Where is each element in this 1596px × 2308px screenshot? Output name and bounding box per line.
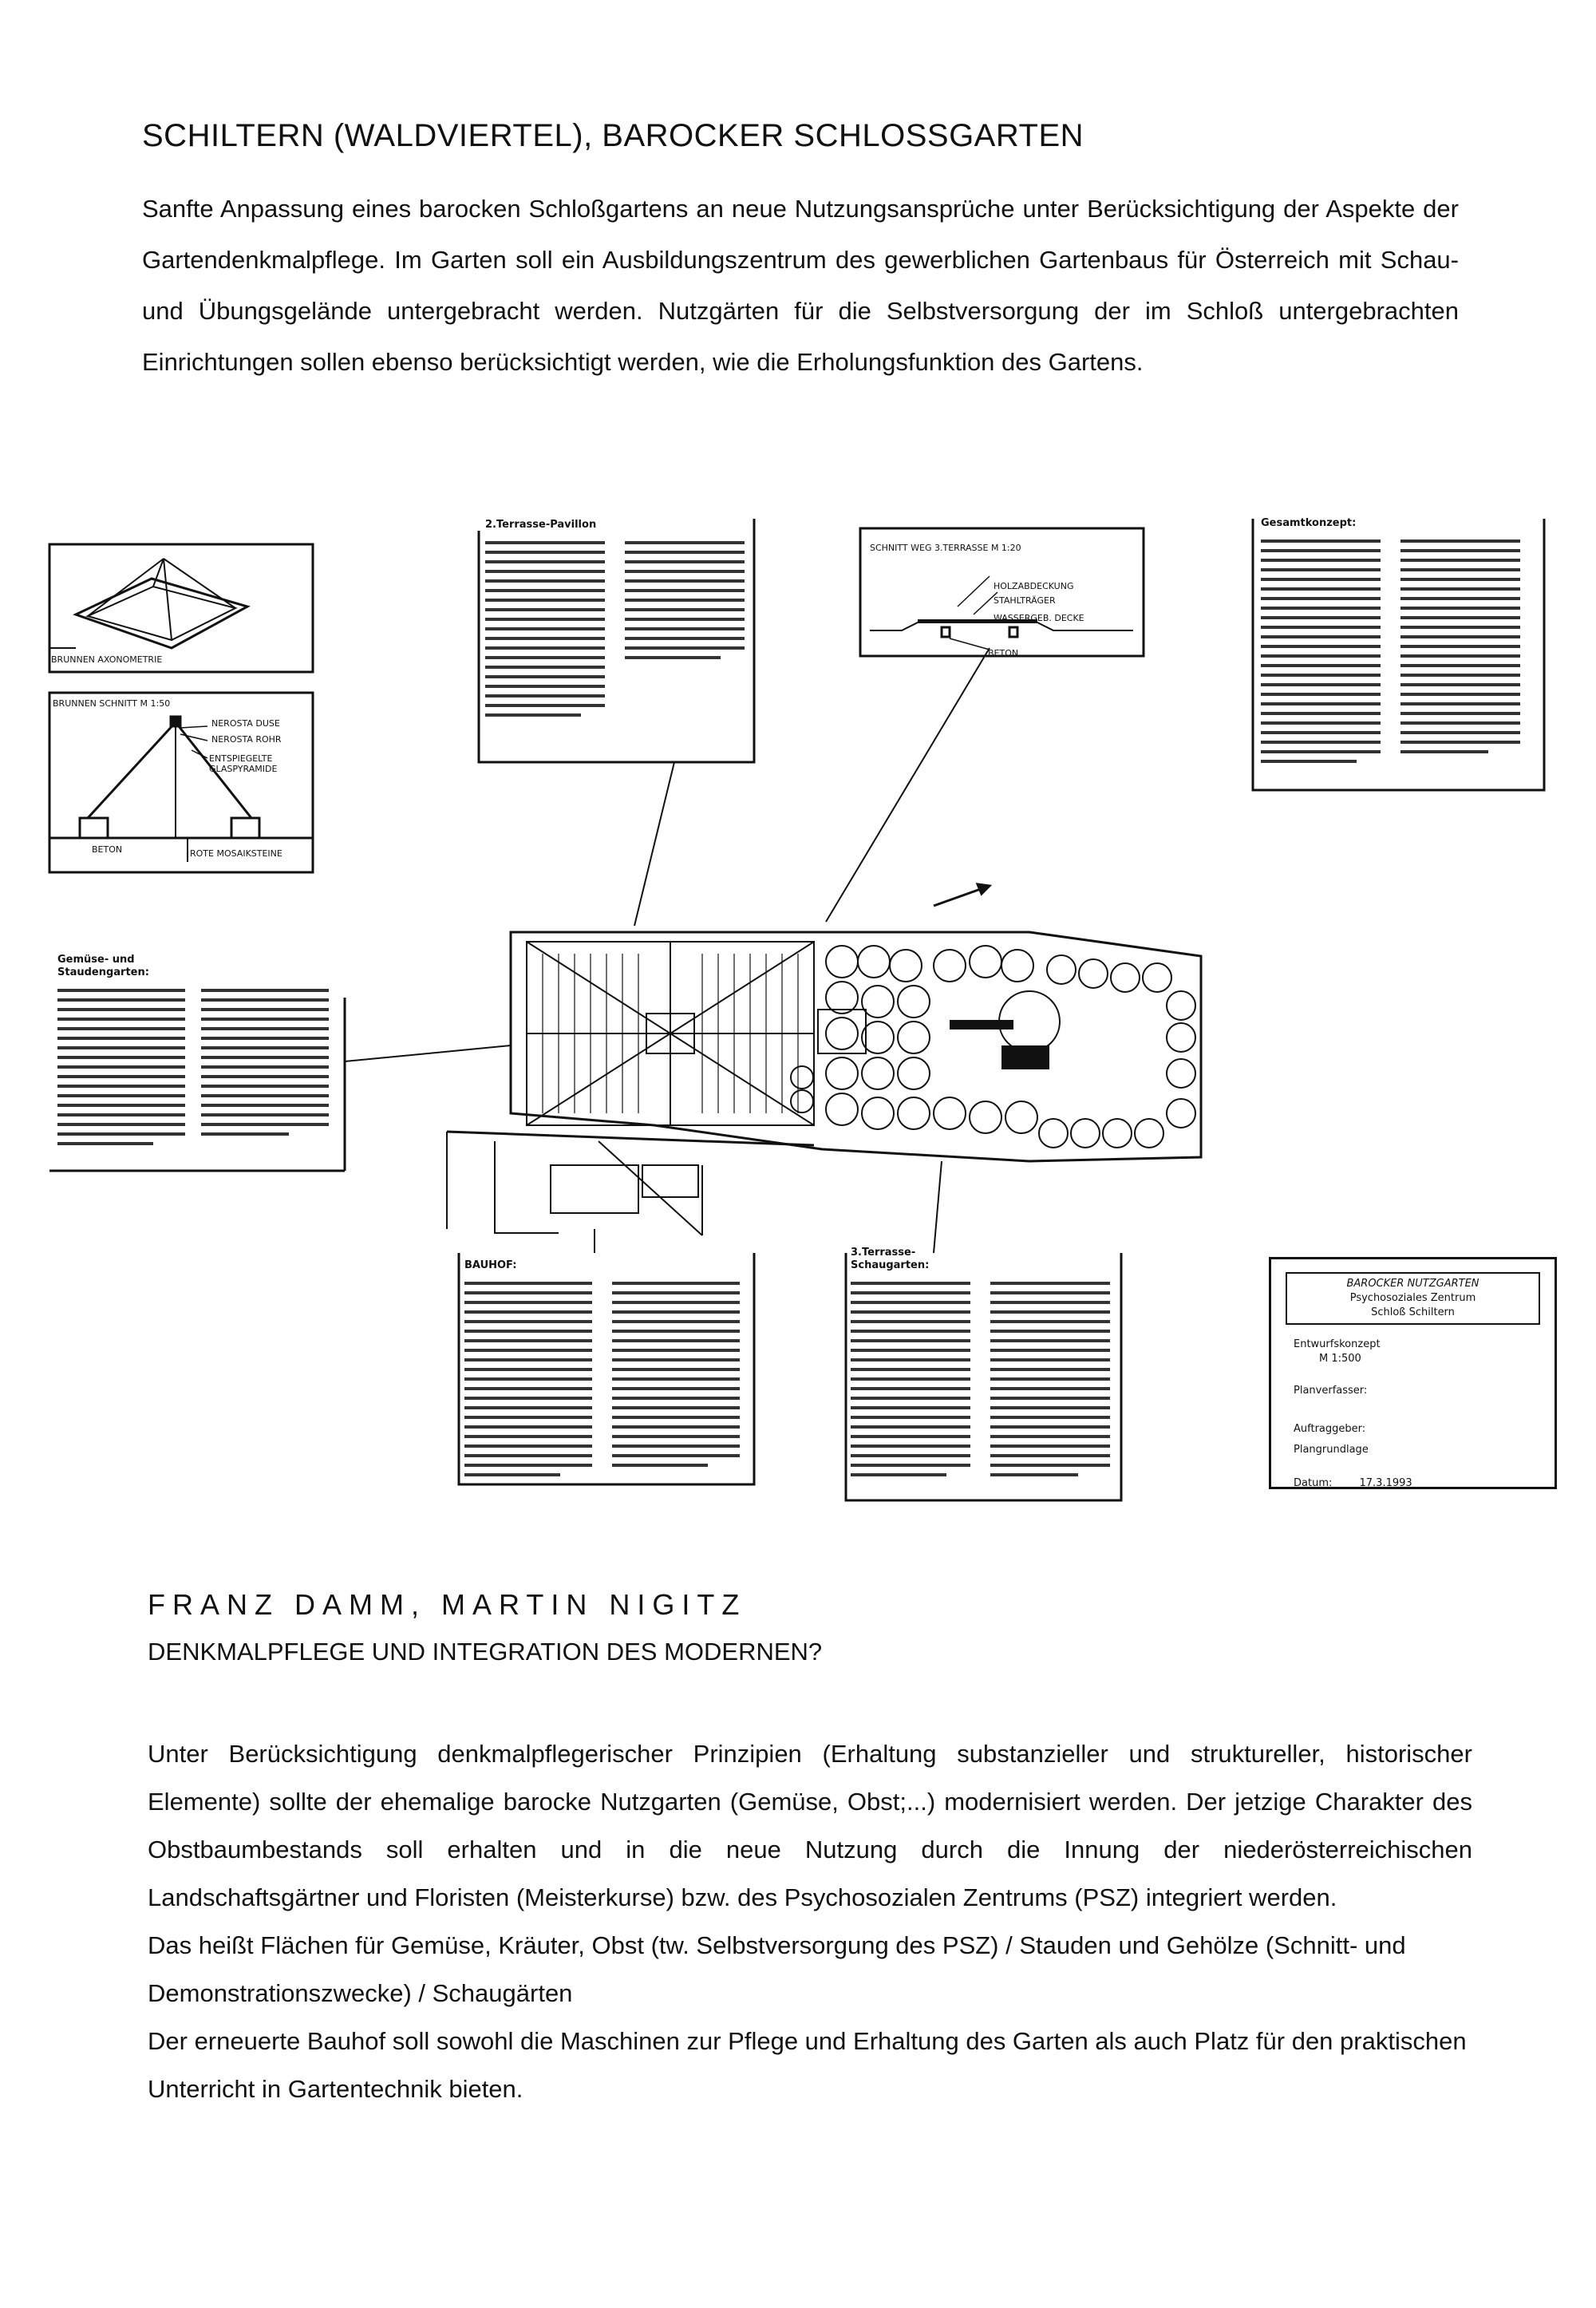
section-subtitle: DENKMALPFLEGE UND INTEGRATION DES MODERNEN? [148, 1638, 823, 1666]
concrete-label: BETON [92, 844, 123, 855]
body-text [148, 1730, 1472, 2113]
intro-paragraph: Sanfte Anpassung eines barocken Schloßgartens an neue Nutzungsansprüche unter Berücksichtigung der Aspekte der Gartendenkmalpflege. Im Garten soll ein Ausbildungszentrum des gewerblichen Gartenbaus für Österreich mit Schau- und Übungsgelände untergebracht werden. Nutzgärten für die Selbstversorgung der im Schloß untergebrachten Einrichtungen sollen ebenso berücksichtigt werden, wie die Erholungsfunktion des Gartens. [142, 195, 1459, 376]
overall-concept-heading: Gesamtkonzept: [1261, 517, 1357, 529]
date-value: 17.3.1993 [1359, 1477, 1412, 1489]
date-label: Datum: [1294, 1477, 1333, 1489]
terrace-pavilion-heading: 2.Terrasse-Pavillon [485, 519, 597, 531]
overall-concept-box [1261, 517, 1540, 795]
body-paragraph-3: Der erneuerte Bauhof soll sowohl die Maschinen zur Pflege und Erhaltung des Garten als auch Platz für den praktischen Unterricht in Gartentechnik bieten. [148, 2027, 1467, 2103]
wood-cover-label: HOLZABDECKUNG [994, 581, 1074, 591]
show-garden-box [851, 1247, 1118, 1497]
page-title: SCHILTERN (WALDVIERTEL), BAROCKER SCHLOSSGARTEN [142, 118, 1084, 153]
title-block [1269, 1257, 1557, 1489]
vegetable-garden-heading: Gemüse- und Staudengarten: [57, 954, 149, 978]
parterre-grid [527, 942, 814, 1125]
section-label: BRUNNEN SCHNITT M 1:50 [53, 698, 171, 709]
steel-beam-label: STAHLTRÄGER [994, 595, 1056, 606]
axo-label: BRUNNEN AXONOMETRIE [51, 654, 163, 665]
planner-label: Planverfasser: [1294, 1385, 1368, 1397]
service-yard-box [464, 1259, 752, 1493]
body-paragraph-1: Unter Berücksichtigung denkmalpflegerischer Prinzipien (Erhaltung substanzieller und struktureller, historischer Elemente) sollte der ehemalige barocke Nutzgarten (Gemüse, Obst;...) modernisiert werden. Der jetzige Charakter des Obstbaumbestands soll erhalten und in die neue Nutzung durch die Innung der niederösterreichischen Landschaftsgärtner und Floristen (Meisterkurse) bzw. des Psychosozialen Zentrums (PSZ) integriert werden. [148, 1740, 1472, 1911]
show-garden-heading: 3.Terrasse-Schaugarten: [851, 1247, 930, 1271]
base-plan-label: Plangrundlage [1294, 1444, 1369, 1456]
title-block-header [1286, 1272, 1540, 1325]
location-name: Schloß Schiltern [1371, 1306, 1455, 1318]
vegetable-garden-box [57, 954, 341, 1164]
body-paragraph-2: Das heißt Flächen für Gemüse, Kräuter, Obst (tw. Selbstversorgung des PSZ) / Stauden und Gehölze (Schnitt- und Demonstrationszwecke) / Schaugärten [148, 1931, 1406, 2007]
client-label: Auftraggeber: [1294, 1423, 1366, 1435]
overall-concept-text-lines [1261, 536, 1540, 792]
show-garden-text-lines [851, 1278, 1118, 1494]
service-yard-text-lines [464, 1278, 752, 1490]
pipe-label: NEROSTA ROHR [211, 734, 282, 745]
nozzle-label: NEROSTA DUSE [211, 718, 280, 729]
water-bound-label: WASSERGEB. DECKE [994, 613, 1084, 623]
service-yard-heading: BAUHOF: [464, 1259, 517, 1271]
design-concept-label: Entwurfskonzept [1294, 1338, 1381, 1350]
vegetable-garden-text-lines [57, 986, 341, 1161]
mosaic-label: ROTE MOSAIKSTEINE [190, 848, 282, 859]
concrete-label-2: BETON [988, 648, 1019, 658]
scale-label: M 1:500 [1319, 1353, 1361, 1365]
terrace-pavilion-box [485, 519, 749, 741]
orchard-trees [791, 946, 1195, 1148]
authors: FRANZ DAMM, MARTIN NIGITZ [148, 1588, 747, 1621]
project-name: BAROCKER NUTZGARTEN [1346, 1278, 1479, 1290]
client-name: Psychosoziales Zentrum [1349, 1292, 1476, 1304]
terrace-pavilion-text-lines [485, 538, 749, 737]
glass-pyramid-label: ENTSPIEGELTE GLASPYRAMIDE [209, 753, 278, 774]
path-section-label: SCHNITT WEG 3.TERRASSE M 1:20 [870, 543, 1021, 553]
